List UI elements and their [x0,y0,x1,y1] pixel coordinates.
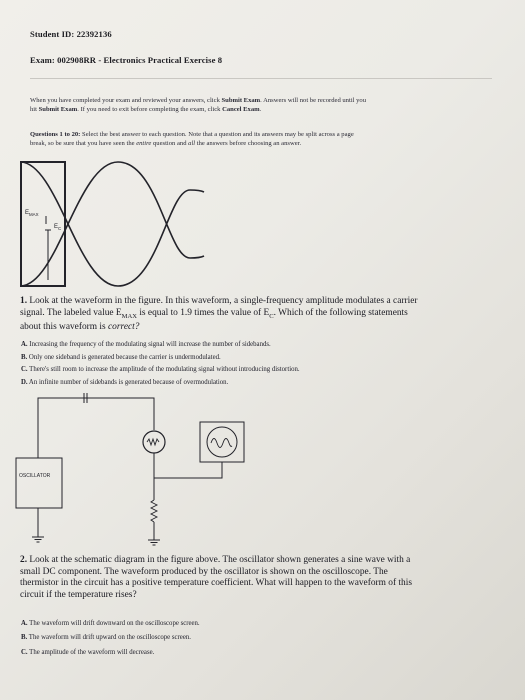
question-2-line-2: small DC component. The waveform produced by the oscillator is shown on the oscilloscope. The [20,566,388,577]
student-id: Student ID: 22392136 [30,29,112,39]
question-1-line-3: about this waveform is correct? [20,322,140,333]
resistor-icon [151,500,157,522]
directions [30,130,500,148]
ec-label: $E_C$ [54,224,62,231]
question-2-option-b[interactable]: B. The waveform will drift upward on the oscilloscope screen. [21,634,191,642]
question-2-line-4: circuit if the temperature rises? [20,589,137,600]
question-1 [20,296,510,334]
oscillator-box [16,458,62,508]
emax-label: $E_{MAX}$ [25,210,39,217]
schematic-figure [12,390,272,550]
oscillator-label: OSCILLATOR [19,473,51,479]
question-1-option-a[interactable]: A. Increasing the frequency of the modulating signal will increase the number of sidebands. [21,341,271,348]
question-1-line-1: 1. Look at the waveform in the figure. In this waveform, a single-frequency amplitude modulates a carrier [20,296,418,306]
question-1-options [21,340,501,387]
question-2-line-3: thermistor in the circuit has a positive temperature coefficient. What will happen to the waveform of this [20,578,412,589]
instructions-line-1: When you have completed your exam and reviewed your answers, click Submit Exam. Answers will not be recorded until you [30,97,367,104]
question-1-option-c[interactable]: C. There's still room to increase the amplitude of the modulating signal without introducing distortion. [21,366,300,374]
directions-line-2: break, so be sure that you have seen the entire question and all the answers before choosing an answer. [30,140,302,147]
question-2 [20,555,510,601]
question-2-line-1: 2. Look at the schematic diagram in the figure above. The oscillator shown generates a sine wave with a [20,555,411,565]
header-divider [30,78,492,79]
question-2-option-a[interactable]: A. The waveform will drift downward on the oscilloscope screen. [21,620,200,627]
instructions-line-2: hit Submit Exam. If you need to exit before completing the exam, click Cancel Exam. [30,106,262,113]
question-2-option-c[interactable]: C. The amplitude of the waveform will decrease. [21,648,155,656]
submit-exam-text: Submit Exam [221,97,261,104]
top-wire [38,398,154,458]
question-1-option-d[interactable]: D. An infinite number of sidebands is generated because of overmodulation. [21,378,229,386]
waveform-frame [21,162,65,286]
instructions [30,96,500,114]
am-waveform-figure [18,158,218,298]
question-1-line-2: signal. The labeled value $E_{MAX}$ is equal to 1.9 times the value of $E_C$. Which of the following statements [20,307,408,320]
scope-wire [154,462,222,478]
cancel-exam-text: Cancel Exam [222,106,260,113]
question-1-option-b[interactable]: B. Only one sideband is generated because the carrier is undermodulated. [21,353,221,361]
question-2-options [21,619,501,657]
scope-sine-wave [211,439,232,448]
directions-line-1: Questions 1 to 20: Select the best answer to each question. Note that a question and its answers may be split across a page [30,131,354,138]
exam-title: Exam: 002908RR - Electronics Practical Exercise 8 [30,55,223,65]
